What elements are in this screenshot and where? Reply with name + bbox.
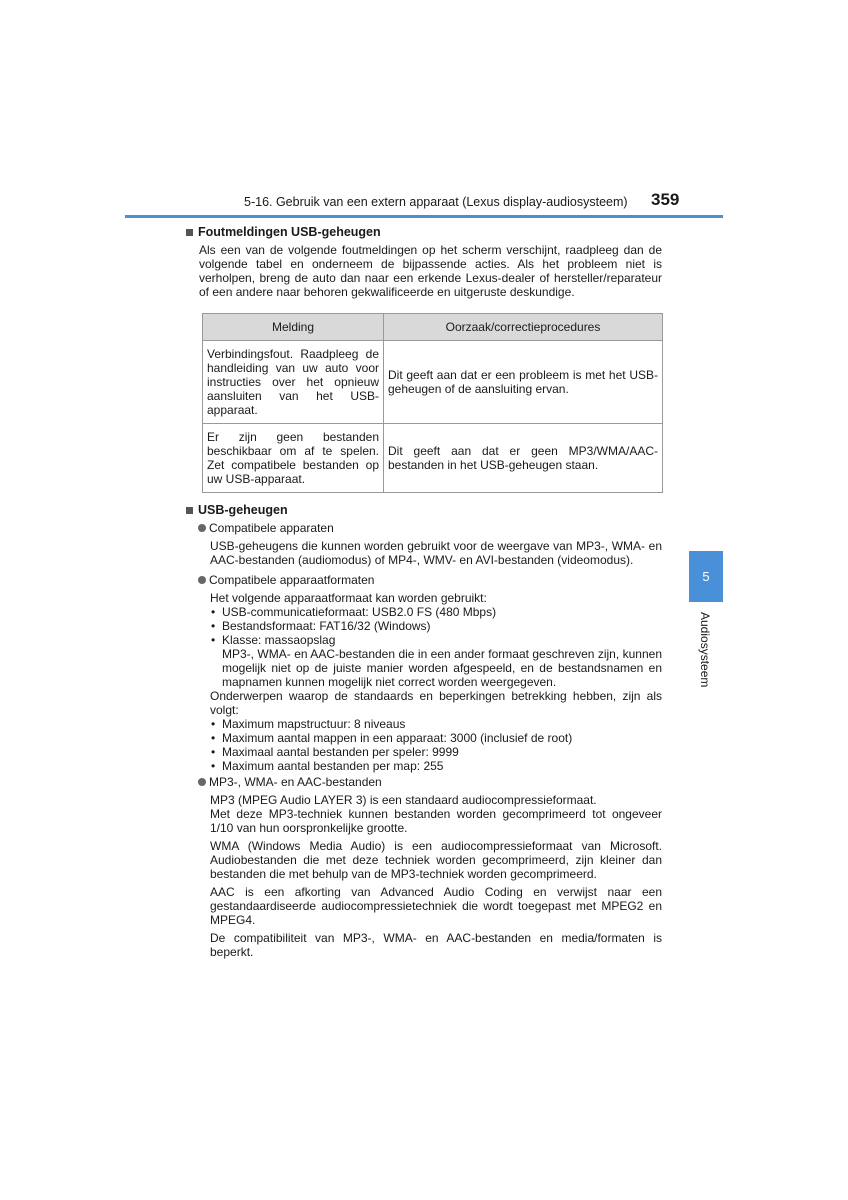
- bullet-text: Het volgende apparaatformaat kan worden gebruikt:: [210, 591, 487, 605]
- bullet-audio-files: [198, 775, 662, 789]
- square-bullet-icon: [186, 507, 193, 514]
- limits-intro: Onderwerpen waarop de standaards en beperkingen betrekking hebben, zijn als volgt:: [210, 689, 662, 717]
- bullet-title: Compatibele apparaatformaten: [209, 573, 375, 587]
- bullet-text: USB-geheugens die kunnen worden gebruikt voor de weergave van MP3-, WMA- en AAC-bestanden (audiomodus) of MP4-, WMV- en AVI-bestanden (videomodus).: [210, 539, 662, 567]
- column-header: Melding: [203, 314, 384, 341]
- bullet-compatible-formats: [198, 573, 662, 587]
- list-item: • Maximum aantal mappen in een apparaat: 3000 (inclusief de root): [210, 731, 662, 745]
- table-header-row: [203, 314, 663, 341]
- bullet-compatible-devices: [198, 521, 662, 535]
- square-bullet-icon: [186, 229, 193, 236]
- bullet-title: MP3-, WMA- en AAC-bestanden: [209, 775, 382, 789]
- list-item: • Maximum aantal bestanden per map: 255: [210, 759, 662, 773]
- circle-bullet-icon: [198, 524, 206, 532]
- compatibility-note: De compatibiliteit van MP3-, WMA- en AAC-bestanden en media/formaten is beperkt.: [210, 931, 662, 959]
- list-item: • USB-communicatieformaat: USB2.0 FS (480 Mbps): [210, 605, 662, 619]
- page-content: [186, 225, 662, 959]
- section-heading-usb-errors: [186, 225, 662, 239]
- format-note: MP3-, WMA- en AAC-bestanden die in een ander formaat geschreven zijn, kunnen mogelijk niet op de juiste manier worden afgespeeld, en de bestandsnamen en mapnamen kunnen mogelijk niet correct worden weergegeven.: [222, 647, 662, 689]
- section-tab-label: Audiosysteem: [698, 612, 712, 688]
- table-row: [203, 424, 663, 493]
- section-heading-usb-memory: [186, 503, 662, 517]
- error-table: [202, 313, 663, 493]
- circle-bullet-icon: [198, 778, 206, 786]
- column-header: Oorzaak/correctieprocedures: [384, 314, 663, 341]
- table-cell: Er zijn geen bestanden beschikbaar om af te spelen. Zet compatibele bestanden op uw USB-apparaat.: [203, 424, 384, 493]
- section-heading-text: Foutmeldingen USB-geheugen: [198, 225, 381, 239]
- list-item: • Maximaal aantal bestanden per speler: 9999: [210, 745, 662, 759]
- intro-paragraph: Als een van de volgende foutmeldingen op het scherm verschijnt, raadpleeg dan de volgende tabel en onderneem de bijpassende acties. Als het probleem niet is verholpen, breng de auto dan naar een erkende Lexus-dealer of hersteller/reparateur of een andere naar behoren gekwalificeerde en uitgeruste deskundige.: [199, 243, 662, 299]
- wma-description: WMA (Windows Media Audio) is een audiocompressieformaat van Microsoft. Audiobestanden die met deze techniek worden gecomprimeerd, zijn kleiner dan bestanden die met behulp van de MP3-techniek worden gecomprimeerd.: [210, 839, 662, 881]
- circle-bullet-icon: [198, 576, 206, 584]
- list-item: • Klasse: massaopslag: [210, 633, 662, 647]
- list-item: • Bestandsformaat: FAT16/32 (Windows): [210, 619, 662, 633]
- table-cell: Dit geeft aan dat er geen MP3/WMA/AAC-bestanden in het USB-geheugen staan.: [384, 424, 663, 493]
- bullet-title: Compatibele apparaten: [209, 521, 334, 535]
- header-rule: [125, 215, 723, 218]
- table-cell: Dit geeft aan dat er een probleem is met het USB-geheugen of de aansluiting ervan.: [384, 341, 663, 424]
- list-item: • Maximum mapstructuur: 8 niveaus: [210, 717, 662, 731]
- page-number: 359: [651, 190, 680, 209]
- table-cell: Verbindingsfout. Raadpleeg de handleiding van uw auto voor instructies over het opnieuw aansluiten van het USB-apparaat.: [203, 341, 384, 424]
- header-title: 5-16. Gebruik van een extern apparaat (Lexus display-audiosysteem): [244, 195, 628, 209]
- section-tab: [689, 551, 723, 602]
- section-tab-number: 5: [702, 569, 710, 584]
- format-list: [210, 605, 662, 647]
- section-heading-text: USB-geheugen: [198, 503, 288, 517]
- aac-description: AAC is een afkorting van Advanced Audio Coding en verwijst naar een gestandaardiseerde audiocompressietechniek die wordt toegepast met MPEG2 en MPEG4.: [210, 885, 662, 927]
- table-row: [203, 341, 663, 424]
- mp3-description: MP3 (MPEG Audio LAYER 3) is een standaard audiocompressieformaat.: [210, 793, 597, 807]
- mp3-compression: Met deze MP3-techniek kunnen bestanden worden gecomprimeerd tot ongeveer 1/10 van hun oorspronkelijke grootte.: [210, 807, 662, 835]
- limits-list: [210, 717, 662, 773]
